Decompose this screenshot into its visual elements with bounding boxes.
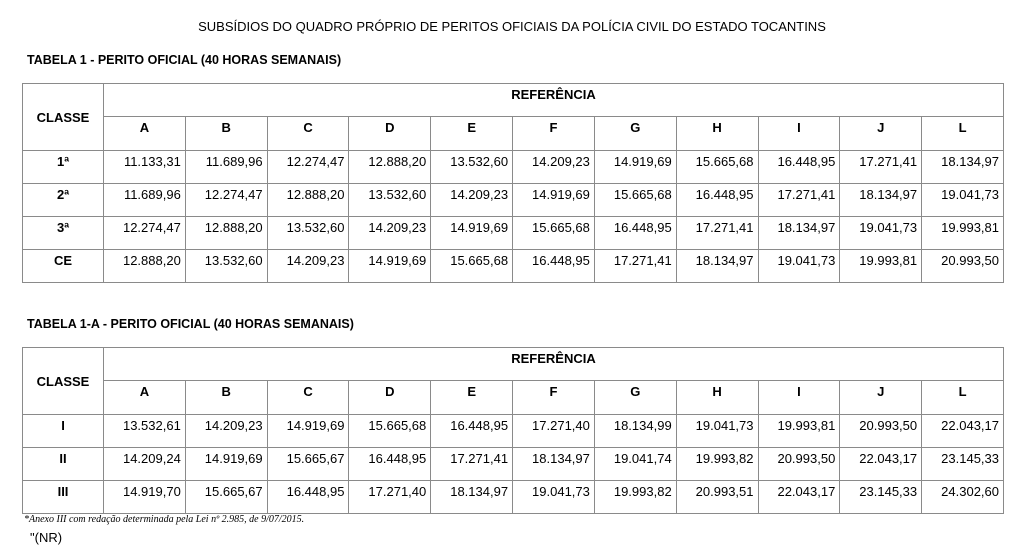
value-cell: 13.532,60: [349, 184, 431, 217]
nr-mark: "(NR): [30, 530, 63, 545]
value-cell: 15.665,68: [513, 217, 595, 250]
value-cell: 13.532,60: [185, 250, 267, 283]
value-cell: 14.919,69: [349, 250, 431, 283]
value-cell: 18.134,97: [676, 250, 758, 283]
value-cell: 13.532,60: [267, 217, 349, 250]
column-header: J: [840, 381, 922, 415]
value-cell: 18.134,99: [594, 415, 676, 448]
value-cell: 14.919,70: [104, 481, 186, 514]
value-cell: 18.134,97: [922, 151, 1004, 184]
value-cell: 15.665,68: [594, 184, 676, 217]
value-cell: 20.993,50: [758, 448, 840, 481]
table-row: [23, 250, 1004, 283]
value-cell: 19.993,81: [922, 217, 1004, 250]
classe-cell: 3ª: [23, 217, 104, 250]
value-cell: 19.993,82: [594, 481, 676, 514]
table-row: [23, 415, 1004, 448]
value-cell: 22.043,17: [840, 448, 922, 481]
value-cell: 17.271,41: [758, 184, 840, 217]
column-header: L: [922, 381, 1004, 415]
value-cell: 17.271,40: [513, 415, 595, 448]
value-cell: 17.271,41: [676, 217, 758, 250]
classe-cell: 2ª: [23, 184, 104, 217]
table-1-title: TABELA 1 - PERITO OFICIAL (40 HORAS SEMANAIS): [27, 53, 342, 67]
value-cell: 16.448,95: [758, 151, 840, 184]
classe-cell: CE: [23, 250, 104, 283]
value-cell: 23.145,33: [840, 481, 922, 514]
value-cell: 14.209,23: [431, 184, 513, 217]
value-cell: 12.274,47: [267, 151, 349, 184]
value-cell: 15.665,68: [676, 151, 758, 184]
value-cell: 23.145,33: [922, 448, 1004, 481]
value-cell: 17.271,41: [840, 151, 922, 184]
column-header: J: [840, 117, 922, 151]
value-cell: 19.041,73: [676, 415, 758, 448]
value-cell: 14.919,69: [431, 217, 513, 250]
value-cell: 14.919,69: [513, 184, 595, 217]
value-cell: 17.271,41: [431, 448, 513, 481]
column-header: E: [431, 117, 513, 151]
value-cell: 15.665,67: [185, 481, 267, 514]
value-cell: 12.274,47: [104, 217, 186, 250]
value-cell: 11.689,96: [185, 151, 267, 184]
classe-cell: 1ª: [23, 151, 104, 184]
value-cell: 16.448,95: [513, 250, 595, 283]
value-cell: 19.041,73: [840, 217, 922, 250]
value-cell: 20.993,50: [840, 415, 922, 448]
value-cell: 14.209,23: [267, 250, 349, 283]
column-header: I: [758, 117, 840, 151]
value-cell: 20.993,50: [922, 250, 1004, 283]
value-cell: 15.665,68: [349, 415, 431, 448]
value-cell: 16.448,95: [676, 184, 758, 217]
value-cell: 12.274,47: [185, 184, 267, 217]
document-title: SUBSÍDIOS DO QUADRO PRÓPRIO DE PERITOS OFICIAIS DA POLÍCIA CIVIL DO ESTADO TOCANTINS: [198, 19, 826, 34]
column-header: B: [185, 381, 267, 415]
value-cell: 14.209,24: [104, 448, 186, 481]
value-cell: 14.919,69: [594, 151, 676, 184]
value-cell: 12.888,20: [267, 184, 349, 217]
header-row: [23, 84, 1004, 117]
table-row: [23, 481, 1004, 514]
value-cell: 12.888,20: [185, 217, 267, 250]
table-row: [23, 217, 1004, 250]
column-header: E: [431, 381, 513, 415]
column-header: C: [267, 381, 349, 415]
referencia-header: REFERÊNCIA: [104, 84, 1004, 117]
table-row: [23, 184, 1004, 217]
value-cell: 19.041,74: [594, 448, 676, 481]
value-cell: 20.993,51: [676, 481, 758, 514]
value-cell: 15.665,68: [431, 250, 513, 283]
value-cell: 15.665,67: [267, 448, 349, 481]
classe-header: CLASSE: [23, 348, 104, 415]
value-cell: 13.532,61: [104, 415, 186, 448]
column-header: L: [922, 117, 1004, 151]
value-cell: 14.919,69: [267, 415, 349, 448]
value-cell: 19.993,82: [676, 448, 758, 481]
classe-header: CLASSE: [23, 84, 104, 151]
value-cell: 18.134,97: [513, 448, 595, 481]
classe-cell: III: [23, 481, 104, 514]
value-cell: 18.134,97: [758, 217, 840, 250]
column-header: I: [758, 381, 840, 415]
value-cell: 14.209,23: [513, 151, 595, 184]
value-cell: 16.448,95: [594, 217, 676, 250]
value-cell: 19.041,73: [513, 481, 595, 514]
table-row: [23, 151, 1004, 184]
value-cell: 17.271,41: [594, 250, 676, 283]
column-header: D: [349, 381, 431, 415]
classe-cell: I: [23, 415, 104, 448]
table-1a: [22, 347, 1004, 514]
table-row: [23, 448, 1004, 481]
column-header: F: [513, 117, 595, 151]
table-1: [22, 83, 1004, 283]
value-cell: 13.532,60: [431, 151, 513, 184]
value-cell: 22.043,17: [758, 481, 840, 514]
classe-cell: II: [23, 448, 104, 481]
column-header: H: [676, 381, 758, 415]
value-cell: 19.993,81: [758, 415, 840, 448]
value-cell: 19.041,73: [922, 184, 1004, 217]
value-cell: 16.448,95: [349, 448, 431, 481]
column-header: C: [267, 117, 349, 151]
column-header: B: [185, 117, 267, 151]
value-cell: 14.209,23: [349, 217, 431, 250]
value-cell: 11.133,31: [104, 151, 186, 184]
value-cell: 18.134,97: [431, 481, 513, 514]
value-cell: 19.041,73: [758, 250, 840, 283]
column-header: F: [513, 381, 595, 415]
column-header: A: [104, 381, 186, 415]
footnote: *Anexo III com redação determinada pela Lei nº 2.985, de 9/07/2015.: [24, 514, 305, 525]
column-header: A: [104, 117, 186, 151]
value-cell: 19.993,81: [840, 250, 922, 283]
table-1a-title: TABELA 1-A - PERITO OFICIAL (40 HORAS SEMANAIS): [27, 317, 354, 331]
value-cell: 18.134,97: [840, 184, 922, 217]
column-header: G: [594, 117, 676, 151]
column-header: H: [676, 117, 758, 151]
column-header: D: [349, 117, 431, 151]
value-cell: 12.888,20: [349, 151, 431, 184]
column-header: G: [594, 381, 676, 415]
referencia-header: REFERÊNCIA: [104, 348, 1004, 381]
value-cell: 11.689,96: [104, 184, 186, 217]
value-cell: 16.448,95: [431, 415, 513, 448]
column-letters-row: [23, 381, 1004, 415]
value-cell: 17.271,40: [349, 481, 431, 514]
value-cell: 16.448,95: [267, 481, 349, 514]
value-cell: 14.919,69: [185, 448, 267, 481]
value-cell: 22.043,17: [922, 415, 1004, 448]
header-row: [23, 348, 1004, 381]
value-cell: 14.209,23: [185, 415, 267, 448]
value-cell: 24.302,60: [922, 481, 1004, 514]
column-letters-row: [23, 117, 1004, 151]
value-cell: 12.888,20: [104, 250, 186, 283]
